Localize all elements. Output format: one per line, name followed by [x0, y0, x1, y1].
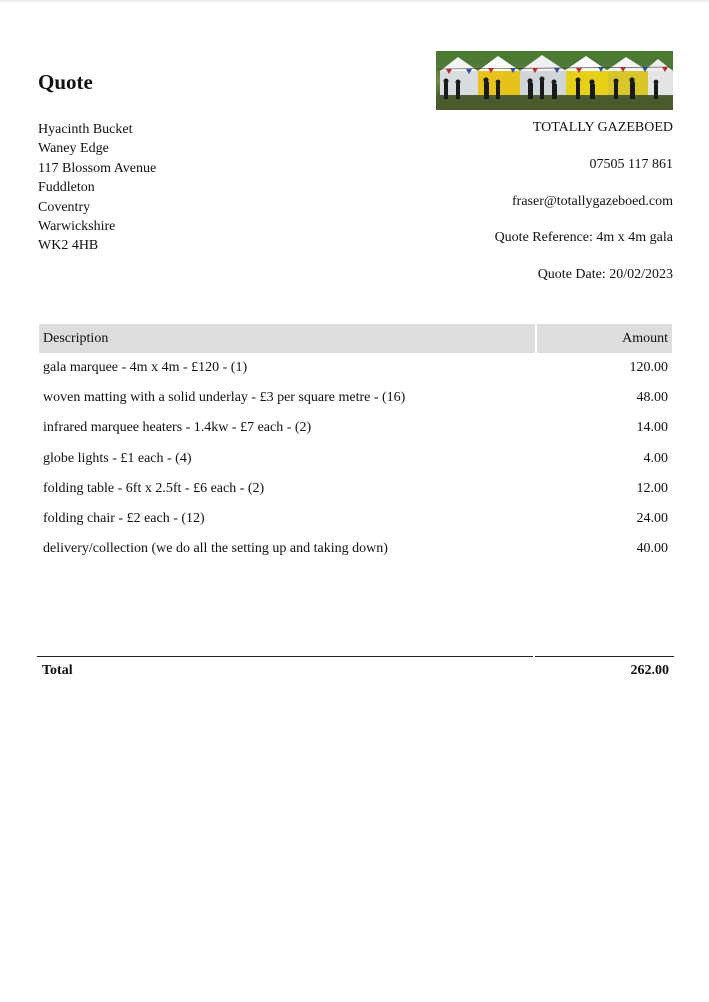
quote-date: Quote Date: 20/02/2023: [537, 267, 673, 283]
table-row: [39, 444, 672, 474]
item-description: infrared marquee heaters - 1.4kw - £7 each - (2): [43, 420, 312, 436]
total-row: [37, 657, 674, 679]
customer-name: Hyacinth Bucket: [38, 122, 133, 137]
total-section: [37, 656, 674, 679]
table-header-row: [39, 324, 672, 353]
table-row: [39, 383, 672, 413]
total-divider: [37, 656, 674, 657]
line-items-table: [37, 324, 674, 564]
page-top-border: [0, 0, 709, 2]
quote-reference: Quote Reference: 4m x 4m gala: [494, 230, 673, 246]
page-title: Quote: [38, 70, 93, 94]
item-description: folding chair - £2 each - (12): [43, 511, 205, 527]
item-amount: 40.00: [636, 541, 668, 557]
total-divider-left: [37, 656, 533, 657]
customer-postcode: WK2 4HB: [38, 238, 99, 254]
company-email: fraser@totallygazeboed.com: [512, 193, 673, 209]
table-row: [39, 534, 672, 564]
company-name: TOTALLY GAZEBOED: [532, 120, 673, 135]
customer-address: [38, 120, 156, 256]
item-description: folding table - 6ft x 2.5ft - £6 each - (2): [43, 480, 265, 496]
company-phone: 07505 117 861: [589, 156, 673, 172]
description-header: Description: [39, 324, 535, 353]
table-row: [39, 474, 672, 504]
item-amount: 120.00: [629, 360, 668, 376]
customer-address-line: Fuddleton: [38, 180, 95, 196]
item-amount: 4.00: [643, 450, 668, 466]
table-row: [39, 504, 672, 534]
gazebo-banner-image: [436, 51, 673, 110]
table-row: [39, 353, 672, 383]
customer-address-line: Coventry: [38, 199, 91, 215]
item-description: gala marquee - 4m x 4m - £120 - (1): [43, 360, 248, 376]
item-amount: 24.00: [636, 511, 668, 527]
company-details: [373, 120, 673, 304]
amount-header: Amount: [537, 324, 672, 353]
total-label: Total: [42, 663, 73, 678]
customer-address-line: Warwickshire: [38, 219, 116, 235]
table-row: [39, 413, 672, 443]
item-description: globe lights - £1 each - (4): [43, 450, 192, 466]
item-description: woven matting with a solid underlay - £3 per square metre - (16): [43, 390, 406, 406]
total-value: 262.00: [630, 663, 669, 678]
customer-address-line: Waney Edge: [38, 141, 109, 157]
total-divider-right: [535, 656, 674, 657]
item-amount: 12.00: [636, 480, 668, 496]
item-amount: 14.00: [636, 420, 668, 436]
item-description: delivery/collection (we do all the setting up and taking down): [43, 541, 388, 557]
customer-address-line: 117 Blossom Avenue: [38, 160, 157, 176]
item-amount: 48.00: [636, 390, 668, 406]
